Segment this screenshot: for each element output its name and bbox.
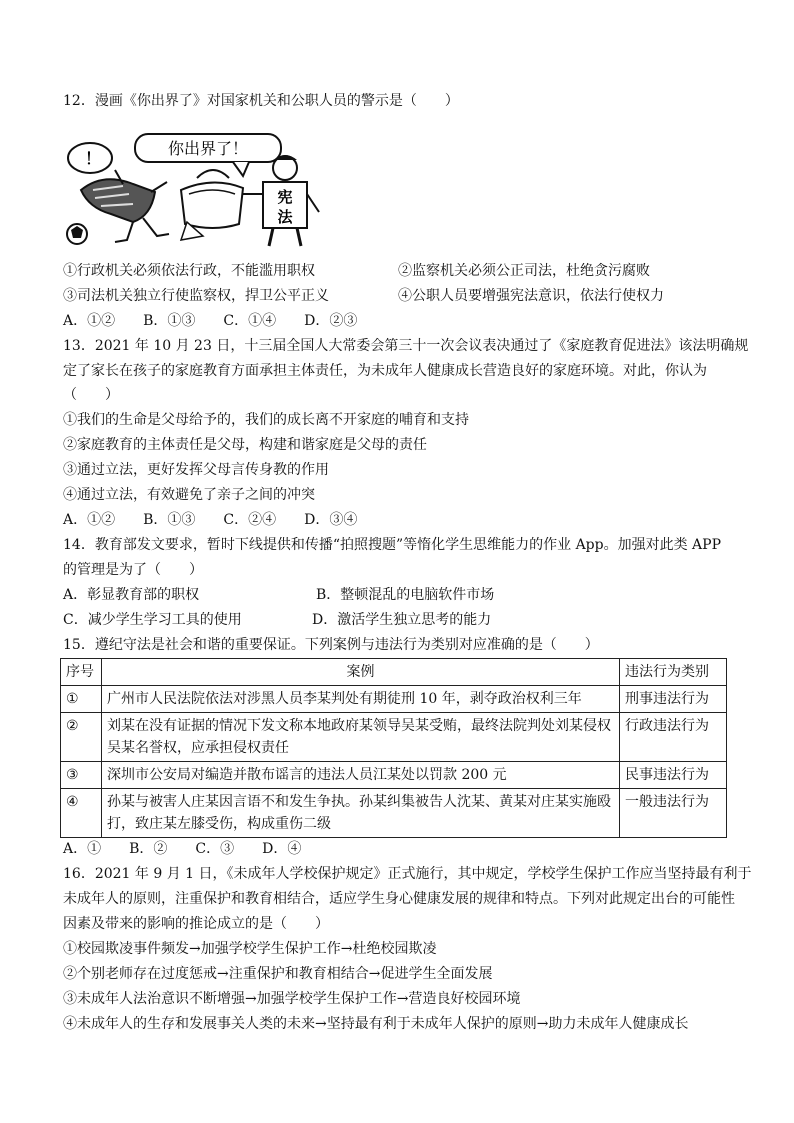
cartoon-exclaim: ！ (85, 149, 102, 168)
q13-stem-line-1: 13．2021 年 10 月 23 日，十三届全国人大常委会第三十一次会议表决通过了《家庭教育促进法》该法明确规 (63, 338, 749, 354)
cartoon-sign-char-1: 宪 (277, 188, 293, 206)
row-number: ④ (61, 789, 102, 838)
row-number: ② (61, 713, 102, 762)
q16-option-1: ①校园欺凌事件频发→加强学校学生保护工作→杜绝校园欺凌 (63, 941, 437, 957)
q15-choices: A．① B．② C．③ D．④ (63, 841, 302, 857)
q16-stem-line-3: 因素及带来的影响的推论成立的是（ ） (63, 916, 329, 932)
table-row (61, 789, 727, 838)
q16-stem-line-2: 未成年人的原则，注重保护和教育相结合，适应学生身心健康发展的规律和特点。下列对此规定出台的可能性 (63, 891, 735, 907)
q13-stem-line-2: 定了家长在孩子的家庭教育方面承担主体责任，为未成年人健康成长营造良好的家庭环境。对此，你认为 (63, 363, 707, 379)
table-row (61, 713, 727, 762)
q12-option-2: ②监察机关必须公正司法，杜绝贪污腐败 (398, 263, 650, 279)
q16-stem-line-1: 16．2021 年 9 月 1 日，《未成年人学校保护规定》正式施行，其中规定，学校学生保护工作应当坚持最有利于 (63, 866, 752, 882)
q13-option-4: ④通过立法，有效避免了亲子之间的冲突 (63, 487, 315, 503)
cartoon-illustration (63, 132, 325, 248)
q16-option-3: ③未成年人法治意识不断增强→加强学校学生保护工作→营造良好校园环境 (63, 991, 521, 1007)
q14-option-a: A．彰显教育部的职权 (63, 587, 200, 603)
table-row (61, 686, 727, 713)
q14-stem-line-1: 14．教育部发文要求，暂时下线提供和传播“拍照搜题”等惰化学生思维能力的作业 App。加强对此类 APP (63, 537, 722, 553)
q13-option-3: ③通过立法，更好发挥父母言传身教的作用 (63, 462, 329, 478)
q14-option-b: B．整顿混乱的电脑软件市场 (316, 587, 495, 603)
row-case: 深圳市公安局对编造并散布谣言的违法人员江某处以罚款 200 元 (102, 762, 620, 789)
row-category: 民事违法行为 (620, 762, 727, 789)
row-category: 刑事违法行为 (620, 686, 727, 713)
header-number: 序号 (61, 659, 102, 686)
q16-option-2: ②个别老师存在过度惩戒→注重保护和教育相结合→促进学生全面发展 (63, 966, 493, 982)
cartoon-sign-char-2: 法 (277, 208, 293, 226)
q16-option-4: ④未成年人的生存和发展事关人类的未来→坚持最有利于未成年人保护的原则→助力未成年人健康成长 (63, 1016, 689, 1032)
q15-table (60, 658, 727, 838)
row-number: ③ (61, 762, 102, 789)
q13-option-2: ②家庭教育的主体责任是父母，构建和谐家庭是父母的责任 (63, 437, 427, 453)
q12-option-1: ①行政机关必须依法行政，不能滥用职权 (63, 263, 315, 279)
q14-option-d: D．激活学生独立思考的能力 (312, 612, 492, 628)
row-category: 一般违法行为 (620, 789, 727, 838)
q14-stem-line-2: 的管理是为了（ ） (63, 562, 203, 578)
cartoon-bubble-text: 你出界了！ (167, 139, 249, 158)
q12-choices: A．①② B．①③ C．①④ D．②③ (63, 313, 358, 329)
table-row (61, 762, 727, 789)
q12-stem: 12．漫画《你出界了》对国家机关和公职人员的警示是（ ） (63, 93, 459, 109)
q14-option-c: C．减少学生学习工具的使用 (63, 612, 242, 628)
q13-choices: A．①② B．①③ C．②④ D．③④ (63, 512, 358, 528)
q13-stem-line-3: （ ） (63, 387, 119, 403)
row-category: 行政违法行为 (620, 713, 727, 762)
q12-option-3: ③司法机关独立行使监察权，捍卫公平正义 (63, 288, 329, 304)
q13-option-1: ①我们的生命是父母给予的，我们的成长离不开家庭的哺育和支持 (63, 412, 469, 428)
header-category: 违法行为类别 (620, 659, 727, 686)
header-case: 案例 (102, 659, 620, 686)
row-case: 广州市人民法院依法对涉黑人员李某判处有期徒刑 10 年，剥夺政治权利三年 (102, 686, 620, 713)
row-case: 刘某在没有证据的情况下发文称本地政府某领导吴某受贿，最终法院判处刘某侵权吴某名誉权，应承担侵权责任 (102, 713, 620, 762)
q15-stem: 15．遵纪守法是社会和谐的重要保证。下列案例与违法行为类别对应准确的是（ ） (63, 637, 599, 653)
row-case: 孙某与被害人庄某因言语不和发生争执。孙某纠集被告人沈某、黄某对庄某实施殴打，致庄某左膝受伤，构成重伤二级 (102, 789, 620, 838)
row-number: ① (61, 686, 102, 713)
table-header-row (61, 659, 727, 686)
q12-option-4: ④公职人员要增强宪法意识，依法行使权力 (398, 288, 664, 304)
